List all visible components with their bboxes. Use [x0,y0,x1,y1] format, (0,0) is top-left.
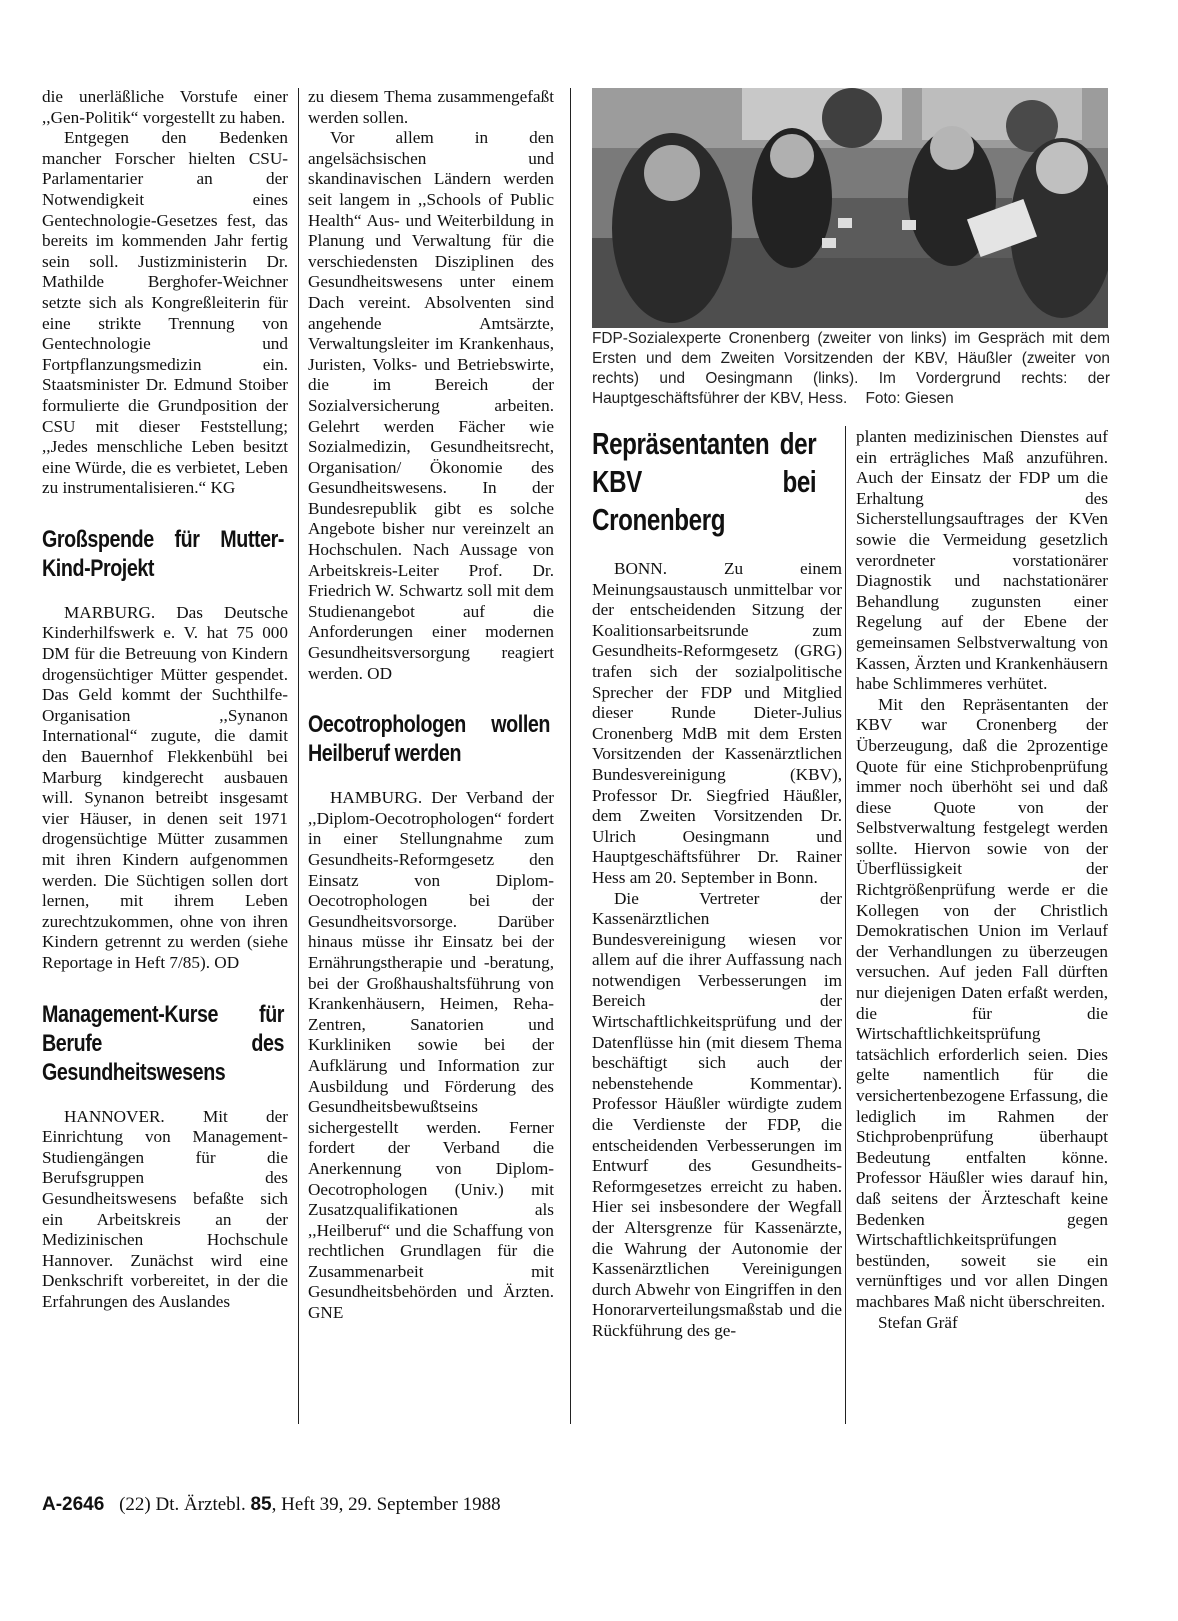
col2-paragraph-1: zu diesem Thema zusammengefaßt werden sollen. [308,87,554,127]
col1-paragraph-marburg: MARBURG. Das Deutsche Kinderhilfswerk e. V. hat 75 000 DM für die Betreuung von Kindern drogensüchtiger Mütter gespendet. Das Geld kommt der Suchthilfe-Organisation ,,Synanon International“ zugute, die damit den Bauernhof Flekkenbühl bei Marburg kindgerecht ausbauen will. Synanon betreibt insgesamt vier Häuser, in denen seit 1971 drogensüchtige Mütter zusammen mit ihren Kindern aufgenommen werden. Die Süchtigen sollen dort lernen, mit ihrem Leben zurechtzukommen, ohne von ihren Kindern getrennt zu werden (siehe Reportage in Heft 7/85). OD [42,602,288,972]
col1-paragraph-hannover: HANNOVER. Mit der Einrichtung von Management-Studiengängen für die Berufsgruppen des Gesundheitswesens befaßte sich ein Arbeitskreis an der Medizinischen Hochschule Hannover. Zunächst wird eine Denkschrift vorbereitet, in der die Erfahrungen des Auslandes [42,1106,288,1311]
meeting-photo-image [592,88,1108,328]
photo-credit: Foto: Giesen [865,390,954,407]
column-2 [308,87,554,1324]
headline-grossspende: Großspende für Mutter-Kind-Projekt [42,525,285,582]
meeting-photo [592,88,1108,328]
column-3 [592,425,842,1342]
col4-paragraph-2: Mit den Repräsentanten der KBV war Cronenberg der Überzeugung, daß die 2prozentige Quote für eine Stichprobenprüfung immer noch überhöht sei und daß diese Quote von der Selbstverwaltung festgelegt werden sollte. Hiervon sowie von der Überflüssigkeit der Richtgrößenprüfung werde er die Kollegen von der Christlich Demokratischen Union im Verlauf der Verhandlungen zu überzeugen versuchen. Auf jeden Fall dürften nur diejenigen Daten erfaßt werden, die für die Wirtschaftlichkeitsprüfung tatsächlich erforderlich seien. Dies gelte namentlich für die versichertenbezogene Erfassung, die lediglich im Rahmen der Stichprobenprüfung überhaupt Bedeutung entfalten könne. Professor Häußler wies darauf hin, daß seitens der Ärzteschaft keine Bedenken gegen Wirtschaftlichkeitsprüfungen bestünden, soweit sie ein vernünftiges und vor allen Dingen machbares Maß nicht überschreiten. [856,694,1108,1311]
col3-paragraph-2: Die Vertreter der Kassenärztlichen Bundesvereinigung wiesen vor allem auf die ihrer Auffassung nach notwendigen Verbesserungen im Bereich der Wirtschaftlichkeitsprüfung und der Datenflüsse hin (mit diesem Thema beschäftigt sich auch der nebenstehende Kommentar). Professor Häußler würdigte zudem die Verdienste der FDP, die entscheidenden Verbesserungen im Entwurf des Gesundheits-Reformgesetzes erreicht zu haben. Hier sei insbesondere der Wegfall der Altersgrenze für Kassenärzte, die Wahrung der Autonomie der Kassenärztlichen Vereinigungen durch Abwehr von Eingriffen in den Honorarverteilungsmaßstab und die Rückführung des ge- [592,888,842,1340]
col2-paragraph-hamburg: HAMBURG. Der Verband der ,,Diplom-Oecotrophologen“ fordert in einer Stellungnahme zum Gesundheits-Reformgesetz den Einsatz von Diplom-Oecotrophologen bei der Gesundheitsvorsorge. Darüber hinaus müsse ihr Einsatz bei der Ernährungstherapie und -beratung, bei der Großhaushaltsführung von Krankenhäusern, Heimen, Reha-Zentren, Sanatorien und Kurkliniken sowie bei der Aufklärung und Information zur Ausbildung und Förderung des Gesundheitsbewußtseins sichergestellt werden. Ferner fordert der Verband die Anerkennung von Diplom-Oecotrophologen (Univ.) mit Zusatzqualifikationen als ,,Heilberuf“ und die Schaffung von rechtlichen Grundlagen für die Zusammenarbeit mit Gesundheitsbehörden und Ärzten. GNE [308,788,554,1323]
headline-repraesentanten: Repräsentanten der KBV bei Cronenberg [592,426,817,537]
col1-paragraph-1: die unerläßliche Vorstufe einer ,,Gen-Politik“ vorgestellt zu haben. [42,87,288,127]
column-rule-1 [298,88,299,1424]
headline-oecotrophologen: Oecotrophologen wollen Heilberuf werden [308,711,551,768]
photo-caption [592,329,1110,409]
column-rule-2 [570,88,571,1424]
column-1 [42,87,288,1313]
page-number: A-2646 [42,1494,105,1515]
footer-issue: , Heft 39, 29. September 1988 [271,1494,501,1515]
photo-caption-text: FDP-Sozialexperte Cronenberg (zweiter von links) im Gespräch mit dem Ersten und dem Zweiten Vorsitzenden der KBV, Häußler (zweiter von rechts) und Oesingmann (links). Im Vordergrund rechts: der Hauptgeschäftsführer der KBV, Hess. [592,330,1110,407]
col2-paragraph-2: Vor allem in den angelsächsischen und skandinavischen Ländern werden seit langem in ,,Schools of Public Health“ Aus- und Weiterbildung in Planung und Verwaltung für die verschiedensten Disziplinen des Gesundheitswesens unter einem Dach vereint. Absolventen sind angehende Amtsärzte, Verwaltungsleiter im Krankenhaus, Juristen, Volks- und Betriebswirte, die im Bereich der Sozialversicherung arbeiten. Gelehrt werden Fächer wie Sozialmedizin, Gesundheitsrecht, Organisation/ Ökonomie des Gesundheitswesens. In der Bundesrepublik gibt es solche Angebote bisher nur vereinzelt an Hochschulen. Nach Aussage von Arbeitskreis-Leiter Prof. Dr. Friedrich W. Schwartz soll mit dem Studienangebot auf die Anforderungen einer modernen Gesundheitsversorgung reagiert werden. OD [308,128,554,683]
col3-paragraph-bonn: BONN. Zu einem Meinungsaustausch unmittelbar vor der entscheidenden Sitzung der Koalitionsarbeitsrunde zum Gesundheits-Reformgesetz (GRG) trafen sich der sozialpolitische Sprecher der FDP und Mitglied dieser Runde Dieter-Julius Cronenberg MdB mit dem Ersten Vorsitzenden der Kassenärztlichen Bundesvereinigung (KBV), Professor Dr. Siegfried Häußler, dem Zweiten Vorsitzenden Dr. Ulrich Oesingmann und Hauptgeschäftsführer Dr. Rainer Hess am 20. September in Bonn. [592,559,842,887]
headline-management-kurse: Management-Kurse für Berufe des Gesundheitswesens [42,1000,285,1086]
col4-paragraph-1: planten medizinischen Dienstes auf ein erträgliches Maß anzuführen. Auch der Einsatz der FDP um die Erhaltung des Sicherstellungsauftrages der KVen sowie die Vermeidung gesetzlich verordneter vorstationärer Diagnostik und nachstationärer Behandlung zugunsten einer Regelung auf der Ebene der gemeinsamen Selbstverwaltung von Kassen, Ärzten und Krankenhäusern habe Schlimmeres verhütet. [856,427,1108,694]
author-signature: Stefan Gräf [878,1312,958,1332]
col1-paragraph-2: Entgegen den Bedenken mancher Forscher hielten CSU-Parlamentarier an der Notwendigkeit eines Gentechnologie-Gesetzes fest, das bereits im kommenden Jahr fertig sein soll. Justizministerin Dr. Mathilde Berghofer-Weichner setzte sich als Kongreßleiterin für eine strikte Trennung von Gentechnologie und Fortpflanzungsmedizin ein. Staatsminister Dr. Edmund Stoiber formulierte die Grundposition der CSU mit dieser Feststellung; ,,Jedes menschliche Leben besitzt eine Würde, die es verbietet, Leben zu instrumentalisieren.“ KG [42,128,288,498]
column-rule-3 [845,426,846,1424]
footer-volume: 85 [250,1494,272,1515]
column-4 [856,427,1108,1333]
page-footer [42,1494,501,1516]
footer-journal: (22) Dt. Ärztebl. [119,1494,246,1515]
